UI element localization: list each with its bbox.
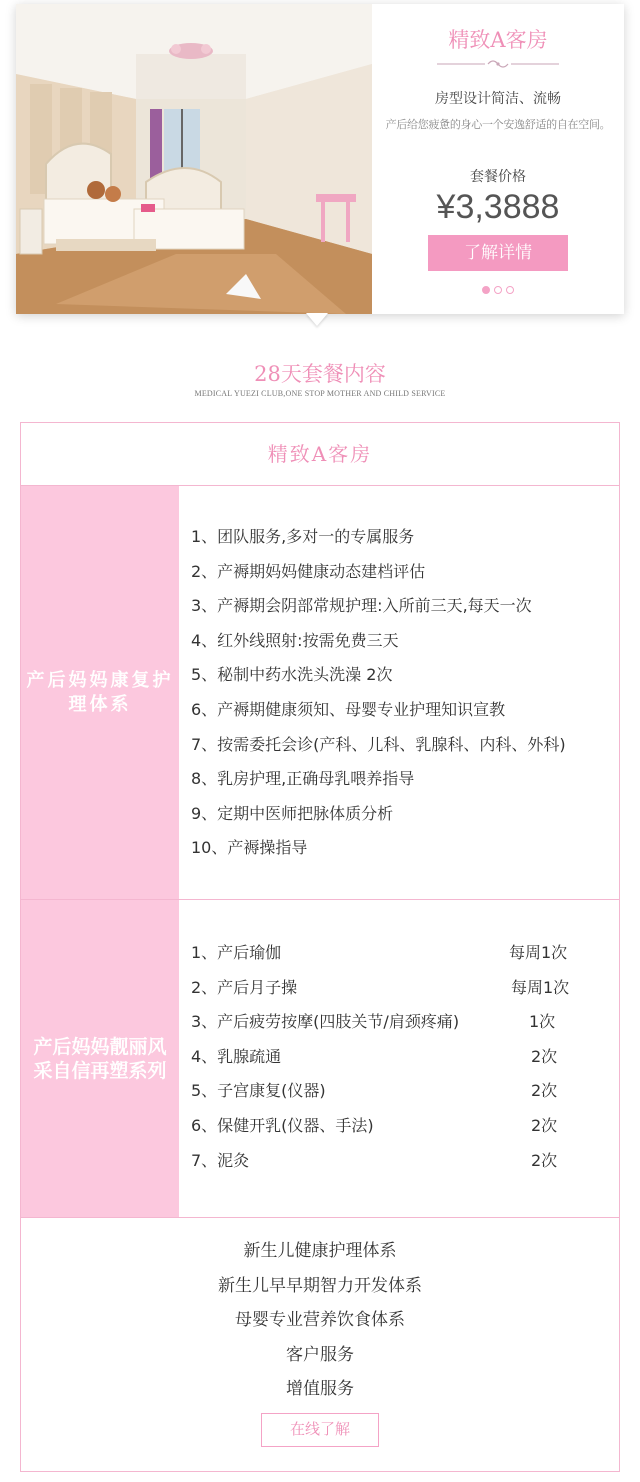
list-item: 5、秘制中药水洗头洗澡 2次	[191, 665, 393, 685]
price-value: ¥3,3888	[436, 188, 560, 226]
list-item: 10、产褥操指导	[191, 838, 308, 858]
recovery-list	[191, 520, 605, 866]
learn-more-button[interactable]: 了解详情	[428, 235, 568, 271]
list-item: 2、产褥期妈妈健康动态建档评估	[191, 561, 426, 581]
list-item	[191, 1074, 605, 1109]
room-subtitle: 房型设计简洁、流畅	[435, 91, 561, 107]
list-item	[191, 1144, 605, 1179]
recovery-label: 产后妈妈康复护理体系	[21, 486, 179, 899]
beauty-list	[191, 936, 605, 1178]
online-inquiry-button[interactable]: 在线了解	[261, 1413, 379, 1447]
package-table	[20, 422, 620, 1472]
list-item: 6、产褥期健康须知、母婴专业护理知识宣教	[191, 699, 506, 719]
list-item: 客户服务	[286, 1344, 354, 1365]
room-card	[16, 4, 624, 314]
list-item: 1、团队服务,多对一的专属服务	[191, 527, 415, 546]
carousel-dot-icon[interactable]	[494, 286, 502, 294]
room-photo	[16, 4, 372, 314]
list-item: 8、乳房护理,正确母乳喂养指导	[191, 769, 415, 789]
list-item	[191, 1109, 605, 1144]
item-name: 6、保健开乳(仪器、手法)	[191, 1115, 374, 1135]
recovery-section	[21, 486, 619, 900]
item-name: 1、产后瑜伽	[191, 943, 282, 962]
ornament-divider-icon	[433, 58, 563, 70]
price-label: 套餐价格	[470, 169, 526, 185]
package-header: 精致A客房	[21, 423, 619, 486]
list-item	[191, 971, 605, 1006]
item-frequency: 2次	[531, 1081, 558, 1101]
list-item: 新生儿早早期智力开发体系	[218, 1275, 422, 1296]
item-frequency: 2次	[531, 1046, 558, 1066]
item-frequency: 2次	[531, 1150, 558, 1170]
item-frequency: 每周1次	[509, 943, 568, 962]
carousel-dot-icon[interactable]	[506, 286, 514, 294]
card-pointer-arrow	[306, 313, 328, 326]
list-item	[191, 1005, 605, 1040]
list-item	[191, 936, 605, 971]
room-info-panel	[372, 4, 624, 314]
item-name: 7、泥灸	[191, 1150, 250, 1170]
section-title: 28天套餐内容	[254, 362, 386, 386]
item-frequency: 每周1次	[511, 977, 570, 997]
list-item: 9、定期中医师把脉体质分析	[191, 803, 394, 823]
list-item: 母婴专业营养饮食体系	[235, 1310, 405, 1331]
carousel-dot-icon[interactable]	[482, 286, 490, 294]
beauty-section	[21, 900, 619, 1218]
item-name: 4、乳腺疏通	[191, 1046, 282, 1066]
room-title: 精致A客房	[448, 28, 548, 52]
item-name: 5、子宫康复(仪器)	[191, 1081, 326, 1101]
item-name: 2、产后月子操	[191, 977, 298, 997]
list-item: 7、按需委托会诊(产科、儿科、乳腺科、内科、外科)	[191, 734, 566, 754]
beauty-label: 产后妈妈靓丽风采自信再塑系列	[21, 900, 179, 1217]
list-item: 4、红外线照射:按需免费三天	[191, 630, 399, 650]
carousel-indicator	[372, 286, 624, 294]
item-frequency: 2次	[531, 1115, 558, 1135]
extra-services	[21, 1218, 619, 1447]
item-frequency: 1次	[529, 1012, 556, 1032]
list-item: 3、产褥期会阴部常规护理:入所前三天,每天一次	[191, 596, 532, 616]
list-item: 增值服务	[286, 1379, 354, 1400]
section-subtitle: MEDICAL YUEZI CLUB,ONE STOP MOTHER AND CHILD SERVICE	[194, 389, 446, 398]
item-name: 3、产后疲劳按摩(四肢关节/肩颈疼痛)	[191, 1012, 460, 1032]
list-item	[191, 1040, 605, 1075]
list-item: 新生儿健康护理体系	[243, 1241, 397, 1261]
room-description: 产后给您疲惫的身心一个安逸舒适的自在空间。	[385, 118, 611, 131]
